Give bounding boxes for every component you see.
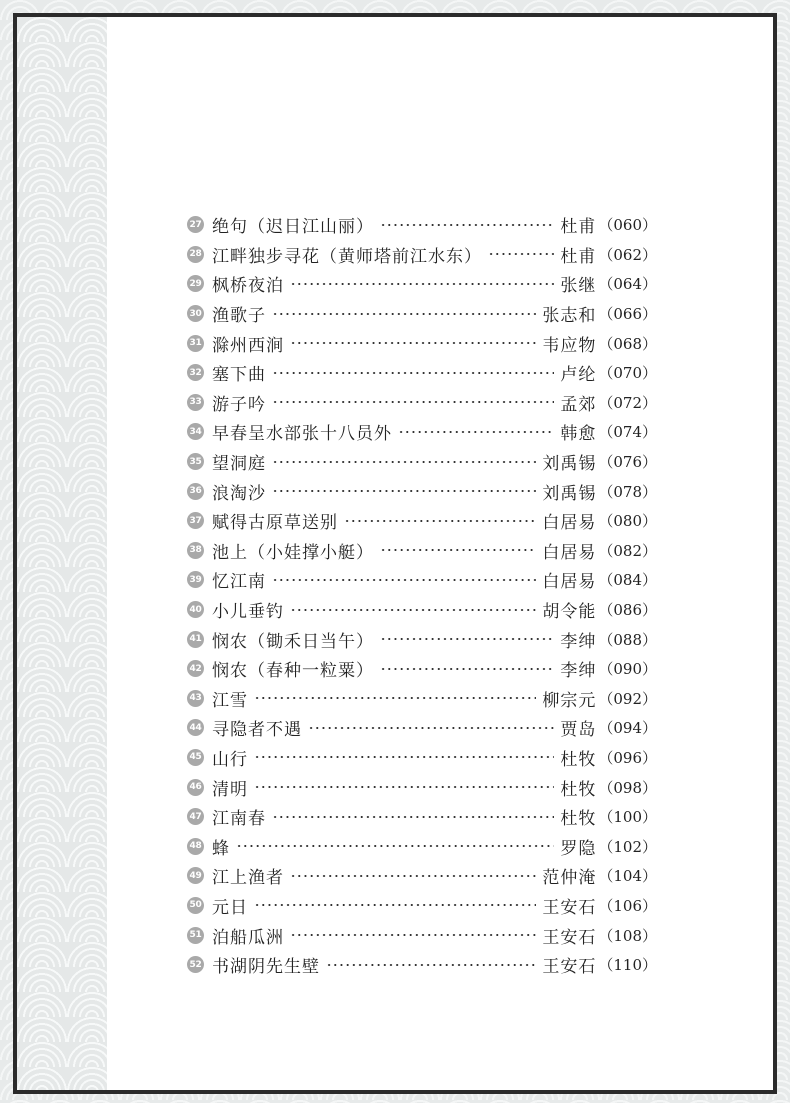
toc-entry[interactable] [187, 595, 657, 625]
dot-leader [272, 816, 554, 818]
entry-author: 范仲淹 [542, 868, 597, 889]
dot-leader [272, 461, 536, 463]
entry-page-number: （074） [598, 423, 657, 442]
dot-leader [488, 253, 554, 255]
entry-number-badge: 34 [187, 423, 204, 440]
toc-entry[interactable] [187, 950, 657, 980]
dot-leader [290, 283, 554, 285]
toc-entry[interactable] [187, 713, 657, 743]
entry-page-number: （082） [598, 541, 657, 560]
entry-number-badge: 39 [187, 571, 204, 588]
entry-page-number: （086） [598, 601, 657, 620]
entry-title: 江南春 [212, 809, 266, 830]
entry-author: 王安石 [542, 927, 597, 948]
toc-entry[interactable] [187, 506, 657, 536]
dot-leader [398, 431, 554, 433]
entry-title: 池上（小娃撑小艇） [212, 542, 374, 563]
entry-page-number: （106） [598, 896, 657, 915]
entry-title: 蜂 [212, 838, 230, 859]
entry-title: 浪淘沙 [212, 483, 266, 504]
entry-title: 小儿垂钓 [212, 602, 284, 623]
toc-entry[interactable] [187, 328, 657, 358]
entry-page-number: （098） [598, 778, 657, 797]
entry-author: 王安石 [542, 897, 597, 918]
entry-title: 江雪 [212, 690, 248, 711]
wave-pattern-strip [17, 17, 107, 1090]
entry-page-number: （108） [598, 926, 657, 945]
toc-entry[interactable] [187, 743, 657, 773]
entry-number-badge: 30 [187, 305, 204, 322]
entry-title: 塞下曲 [212, 365, 266, 386]
toc-entry[interactable] [187, 388, 657, 418]
entry-page-number: （080） [598, 512, 657, 531]
entry-author: 刘禹锡 [542, 454, 597, 475]
entry-title: 书湖阴先生壁 [212, 957, 320, 978]
entry-title: 山行 [212, 749, 248, 770]
dot-leader [272, 401, 554, 403]
entry-author: 杜甫 [560, 246, 597, 267]
dot-leader [308, 727, 554, 729]
entry-number-badge: 49 [187, 867, 204, 884]
entry-number-badge: 31 [187, 335, 204, 352]
toc-entry[interactable] [187, 210, 657, 240]
dot-leader [272, 313, 536, 315]
entry-author: 杜牧 [560, 779, 597, 800]
page-frame [13, 13, 777, 1094]
entry-title: 寻隐者不遇 [212, 720, 302, 741]
entry-title: 早春呈水部张十八员外 [212, 424, 392, 445]
entry-number-badge: 47 [187, 808, 204, 825]
entry-number-badge: 52 [187, 956, 204, 973]
entry-page-number: （068） [598, 334, 657, 353]
dot-leader [272, 490, 536, 492]
entry-title: 望洞庭 [212, 454, 266, 475]
entry-page-number: （066） [598, 305, 657, 324]
entry-author: 白居易 [542, 572, 597, 593]
dot-leader [236, 845, 554, 847]
entry-page-number: （078） [598, 482, 657, 501]
entry-page-number: （088） [598, 630, 657, 649]
entry-title: 元日 [212, 897, 248, 918]
toc-entry[interactable] [187, 891, 657, 921]
entry-author: 白居易 [542, 513, 597, 534]
dot-leader [254, 904, 536, 906]
entry-number-badge: 32 [187, 364, 204, 381]
entry-author: 白居易 [542, 542, 597, 563]
entry-page-number: （076） [598, 453, 657, 472]
entry-title: 枫桥夜泊 [212, 276, 284, 297]
entry-page-number: （094） [598, 719, 657, 738]
toc-entry[interactable] [187, 831, 657, 861]
entry-number-badge: 46 [187, 779, 204, 796]
entry-title: 泊船瓜洲 [212, 927, 284, 948]
entry-author: 杜牧 [560, 749, 597, 770]
entry-page-number: （102） [598, 837, 657, 856]
toc-entry[interactable] [187, 565, 657, 595]
entry-page-number: （072） [598, 393, 657, 412]
entry-page-number: （062） [598, 245, 657, 264]
entry-author: 韦应物 [542, 335, 597, 356]
entry-page-number: （092） [598, 689, 657, 708]
entry-number-badge: 27 [187, 216, 204, 233]
dot-leader [254, 786, 554, 788]
entry-number-badge: 42 [187, 660, 204, 677]
entry-title: 清明 [212, 779, 248, 800]
dot-leader [380, 638, 554, 640]
entry-number-badge: 35 [187, 453, 204, 470]
entry-author: 杜牧 [560, 809, 597, 830]
entry-page-number: （070） [598, 364, 657, 383]
entry-page-number: （064） [598, 275, 657, 294]
entry-title: 滁州西涧 [212, 335, 284, 356]
toc-entry[interactable] [187, 447, 657, 477]
entry-page-number: （096） [598, 748, 657, 767]
entry-author: 罗隐 [560, 838, 597, 859]
pattern-divider [107, 17, 109, 1090]
dot-leader [254, 756, 554, 758]
entry-title: 渔歌子 [212, 306, 266, 327]
entry-number-badge: 50 [187, 897, 204, 914]
entry-author: 胡令能 [542, 602, 597, 623]
entry-title: 赋得古原草送别 [212, 513, 338, 534]
toc-entry[interactable] [187, 536, 657, 566]
entry-title: 江畔独步寻花（黄师塔前江水东） [212, 246, 482, 267]
entry-number-badge: 48 [187, 838, 204, 855]
entry-number-badge: 33 [187, 394, 204, 411]
entry-author: 卢纶 [560, 365, 597, 386]
toc-entry[interactable] [187, 417, 657, 447]
toc-entry[interactable] [187, 920, 657, 950]
entry-number-badge: 43 [187, 690, 204, 707]
table-of-contents [187, 210, 657, 979]
toc-entry[interactable] [187, 861, 657, 891]
entry-number-badge: 38 [187, 542, 204, 559]
dot-leader [290, 875, 536, 877]
entry-author: 杜甫 [560, 217, 597, 238]
entry-author: 韩愈 [560, 424, 597, 445]
entry-title: 悯农（锄禾日当午） [212, 631, 374, 652]
entry-page-number: （060） [598, 216, 657, 235]
dot-leader [272, 579, 536, 581]
dot-leader [290, 609, 536, 611]
entry-author: 张继 [560, 276, 597, 297]
entry-author: 贾岛 [560, 720, 597, 741]
entry-author: 李绅 [560, 661, 597, 682]
entry-number-badge: 45 [187, 749, 204, 766]
entry-number-badge: 37 [187, 512, 204, 529]
dot-leader [344, 520, 536, 522]
entry-number-badge: 41 [187, 631, 204, 648]
entry-page-number: （084） [598, 571, 657, 590]
entry-number-badge: 44 [187, 719, 204, 736]
dot-leader [326, 964, 536, 966]
entry-author: 李绅 [560, 631, 597, 652]
toc-entry[interactable] [187, 358, 657, 388]
entry-title: 游子吟 [212, 394, 266, 415]
entry-author: 刘禹锡 [542, 483, 597, 504]
entry-title: 忆江南 [212, 572, 266, 593]
entry-author: 柳宗元 [542, 690, 597, 711]
entry-author: 孟郊 [560, 394, 597, 415]
toc-entry[interactable] [187, 299, 657, 329]
entry-author: 张志和 [542, 306, 597, 327]
toc-entry[interactable] [187, 624, 657, 654]
toc-entry[interactable] [187, 654, 657, 684]
entry-number-badge: 36 [187, 483, 204, 500]
entry-title: 悯农（春种一粒粟） [212, 661, 374, 682]
toc-entry[interactable] [187, 269, 657, 299]
entry-title: 绝句（迟日江山丽） [212, 217, 374, 238]
entry-number-badge: 51 [187, 927, 204, 944]
entry-page-number: （090） [598, 660, 657, 679]
entry-page-number: （100） [598, 808, 657, 827]
entry-number-badge: 40 [187, 601, 204, 618]
dot-leader [290, 934, 536, 936]
entry-number-badge: 28 [187, 246, 204, 263]
dot-leader [380, 668, 554, 670]
dot-leader [380, 224, 554, 226]
entry-title: 江上渔者 [212, 868, 284, 889]
entry-number-badge: 29 [187, 275, 204, 292]
entry-author: 王安石 [542, 957, 597, 978]
toc-entry[interactable] [187, 476, 657, 506]
entry-page-number: （110） [598, 956, 657, 975]
dot-leader [290, 342, 536, 344]
toc-entry[interactable] [187, 240, 657, 270]
toc-entry[interactable] [187, 772, 657, 802]
dot-leader [380, 549, 536, 551]
dot-leader [272, 372, 554, 374]
entry-page-number: （104） [598, 867, 657, 886]
dot-leader [254, 697, 536, 699]
toc-entry[interactable] [187, 684, 657, 714]
toc-entry[interactable] [187, 802, 657, 832]
